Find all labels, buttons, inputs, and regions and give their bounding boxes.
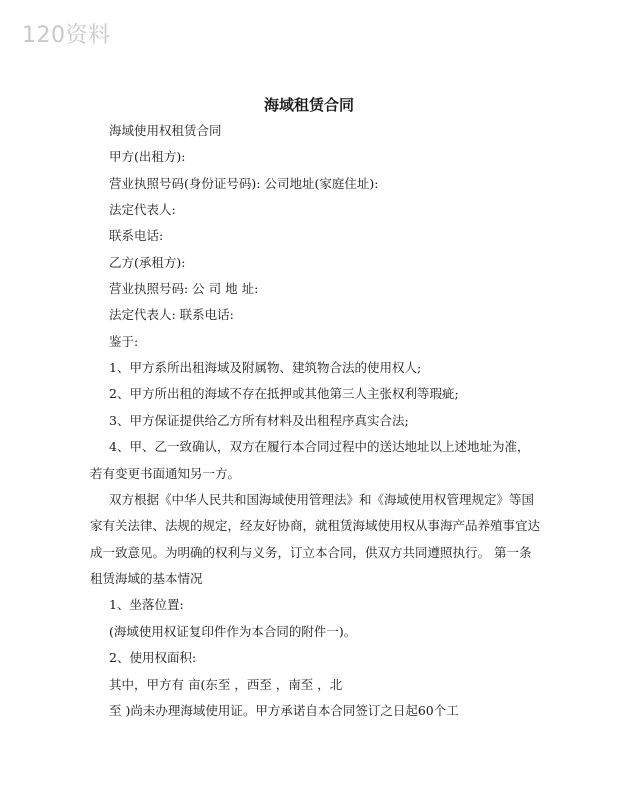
doc-line: 鉴于: (109, 334, 139, 349)
doc-line: 1、坐落位置: (109, 597, 184, 612)
doc-line: 至 )尚未办理海域使用证。甲方承诺自本合同签订之日起60个工 (109, 703, 459, 718)
doc-line: 乙方(承租方): (109, 255, 186, 270)
doc-line: 1、甲方系所出租海域及附属物、建筑物合法的使用权人; (109, 360, 422, 375)
doc-line: 3、甲方保证提供给乙方所有材料及出租程序真实合法; (109, 413, 409, 428)
doc-line: 营业执照号码(身份证号码): 公司地址(家庭住址): (109, 176, 379, 191)
doc-line: (海域使用权证复印件作为本合同的附件一)。 (109, 624, 357, 639)
doc-line: 4、甲、乙一致确认，双方在履行本合同过程中的送达地址以上述地址为准， (109, 439, 530, 454)
doc-line: 其中，甲方有 亩(东至 ，西至 ，南至 ，北 (109, 677, 343, 692)
doc-line: 2、甲方所出租的海域不存在抵押或其他第三人主张权利等瑕疵; (109, 386, 459, 401)
doc-line: 联系电话: (109, 228, 164, 243)
doc-line: 甲方(出租方): (109, 149, 186, 164)
doc-line: 法定代表人: 联系电话: (109, 307, 234, 322)
watermark: 120资料 (22, 23, 111, 48)
doc-line: 营业执照号码: 公 司 地 址: (109, 281, 259, 296)
doc-line: 若有变更书面通知另一方。 (90, 466, 241, 481)
doc-line: 成一致意见。为明确的权利与义务，订立本合同，供双方共同遵照执行。 第一条 (90, 545, 532, 560)
doc-line: 2、使用权面积: (109, 650, 197, 665)
doc-line: 租赁海域的基本情况 (90, 571, 203, 586)
doc-line: 双方根据《中华人民共和国海域使用管理法》和《海域使用权管理规定》等国 (109, 492, 535, 507)
document-title: 海域租赁合同 (263, 96, 354, 114)
doc-line: 海域使用权租赁合同 (109, 123, 222, 138)
doc-line: 法定代表人: (109, 202, 176, 217)
doc-line: 家有关法律、法规的规定，经友好协商，就租赁海域使用权从事海产品养殖事宜达 (90, 518, 541, 533)
